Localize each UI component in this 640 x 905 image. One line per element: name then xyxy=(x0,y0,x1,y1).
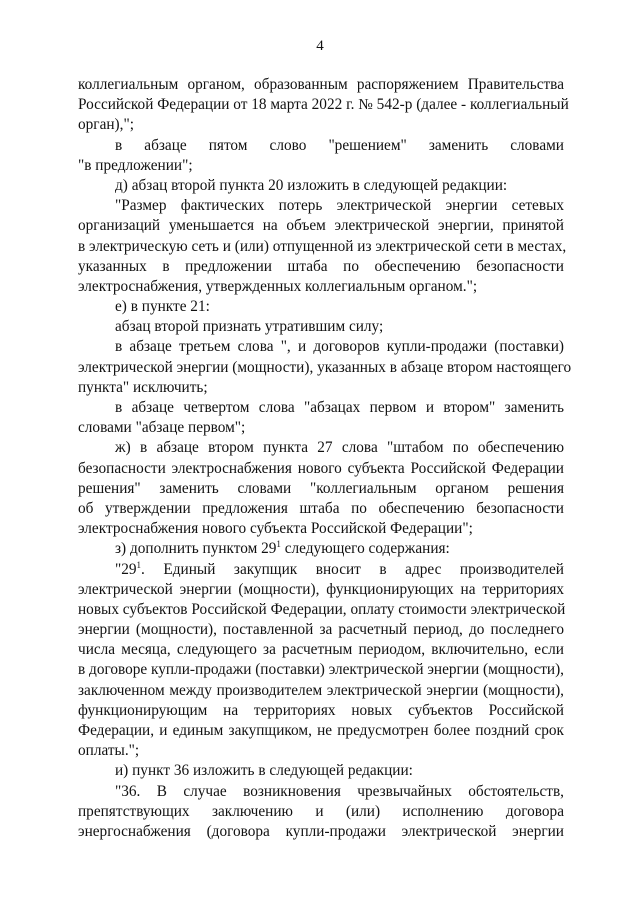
text-line xyxy=(78,660,564,680)
text-line-content: и) пункт 36 изложить в следующей редакции: xyxy=(115,762,413,780)
text-line xyxy=(78,479,564,499)
text-line xyxy=(78,438,564,458)
text-line-content: энергии (мощности), поставленной за расчетный период, до последнего xyxy=(78,621,564,639)
text-line xyxy=(78,297,564,317)
text-line-content: в абзаце пятом слово "решением" заменить словами xyxy=(115,136,564,154)
text-line-content: электроснабжения, утвержденных коллегиальным органом."; xyxy=(78,277,478,295)
text-line xyxy=(78,418,564,438)
text-line xyxy=(78,519,564,539)
text-line-content: Федерации, и единым закупщиком, не предусмотрен более поздний срок xyxy=(78,722,564,739)
superscript: 1 xyxy=(136,559,142,570)
text-line xyxy=(78,277,564,297)
text-line-content: абзац второй признать утратившим силу; xyxy=(115,318,384,336)
text-line xyxy=(78,459,564,479)
text-line-content: электроснабжения нового субъекта Российской Федерации"; xyxy=(78,520,473,538)
text-line xyxy=(78,560,564,580)
text-line xyxy=(78,216,564,236)
text-line-content: в договоре купли-продажи (поставки) электрической энергии (мощности), xyxy=(78,661,564,679)
text-line xyxy=(78,802,564,822)
text-line xyxy=(78,136,564,156)
text-line-continuation: . Единый закупщик вносит в адрес производителей xyxy=(141,560,564,578)
text-line-content: словами "абзаце первом"; xyxy=(78,419,246,437)
text-line xyxy=(78,317,564,337)
text-line xyxy=(78,681,564,701)
text-line-content: числа месяца, следующего за расчетным периодом, включительно, если xyxy=(78,641,564,659)
text-line-content: функционирующим на территориях новых субъектов Российской xyxy=(78,701,564,719)
text-line-content: з) дополнить пунктом 29 xyxy=(115,540,277,558)
text-line xyxy=(78,580,564,600)
text-line xyxy=(78,358,572,378)
text-line-content: е) в пункте 21: xyxy=(115,298,210,316)
text-line-content: "Размер фактических потерь электрической энергии сетевых xyxy=(115,197,564,215)
document-body xyxy=(78,75,572,842)
text-line-content: электрической энергии (мощности), функционирующих на территориях xyxy=(78,580,564,598)
text-line xyxy=(78,115,564,135)
text-line-content: препятствующих заключению и (или) исполнению договора xyxy=(78,802,564,820)
text-line xyxy=(78,499,564,519)
text-line-content: "в предложении"; xyxy=(78,156,193,174)
text-line-content: коллегиальным органом, образованным распоряжением Правительства xyxy=(78,76,564,93)
text-line xyxy=(78,398,564,418)
text-line-content: об утверждении предложения штаба по обеспечению безопасности xyxy=(78,499,564,517)
text-line xyxy=(78,822,564,842)
text-line xyxy=(78,196,564,216)
text-line-content: безопасности электроснабжения нового субъекта Российской Федерации xyxy=(78,459,564,477)
text-line-content: "29 xyxy=(115,560,137,578)
text-line xyxy=(78,95,569,115)
text-line xyxy=(78,176,564,196)
text-line xyxy=(78,237,567,257)
text-line-content: в абзаце четвертом слова "абзацах первом и втором" заменить xyxy=(115,399,564,416)
text-line xyxy=(78,721,564,741)
text-line xyxy=(78,156,564,176)
text-line xyxy=(78,539,564,559)
text-line-content: в абзаце третьем слова ", и договоров купли-продажи (поставки) xyxy=(115,338,564,356)
text-line-content: решения" заменить словами "коллегиальным органом решения xyxy=(78,479,564,497)
text-line xyxy=(78,337,564,357)
text-line-content: в электрическую сеть и (или) отпущенной из электрической сети в местах, xyxy=(78,237,567,255)
text-line xyxy=(78,640,564,660)
text-line xyxy=(78,701,564,721)
text-line xyxy=(78,782,564,802)
text-line-content: Российской Федерации от 18 марта 2022 г. № 542-р (далее - коллегиальный xyxy=(78,96,569,114)
text-line-continuation: следующего содержания: xyxy=(280,540,450,558)
text-line-content: заключенном между производителем электрической энергии (мощности), xyxy=(78,681,564,699)
text-line-content: оплаты."; xyxy=(78,742,140,760)
text-line-content: новых субъектов Российской Федерации, оплату стоимости электрической xyxy=(78,600,566,618)
text-line xyxy=(78,620,564,640)
text-line-content: электрической энергии (мощности), указанных в абзаце втором настоящего xyxy=(78,358,572,376)
text-line-content: указанных в предложении штаба по обеспечению безопасности xyxy=(78,257,564,275)
text-line xyxy=(78,75,564,95)
text-line xyxy=(78,257,564,277)
text-line xyxy=(78,600,564,620)
text-line-content: д) абзац второй пункта 20 изложить в следующей редакции: xyxy=(115,176,508,194)
text-line-content: "36. В случае возникновения чрезвычайных обстоятельств, xyxy=(115,782,564,800)
text-line xyxy=(78,761,564,781)
text-line-content: пункта" исключить; xyxy=(78,378,208,396)
text-line xyxy=(78,378,564,398)
text-line xyxy=(78,741,564,761)
text-line-content: ж) в абзаце втором пункта 27 слова "штабом по обеспечению xyxy=(115,439,564,457)
text-line-content: энергоснабжения (договора купли-продажи электрической энергии xyxy=(78,822,564,840)
superscript: 1 xyxy=(276,539,281,550)
text-line-content: орган),"; xyxy=(78,116,134,134)
text-line-content: организаций уменьшается на объем электрической энергии, принятой xyxy=(78,217,564,235)
page-number: 4 xyxy=(316,38,324,54)
